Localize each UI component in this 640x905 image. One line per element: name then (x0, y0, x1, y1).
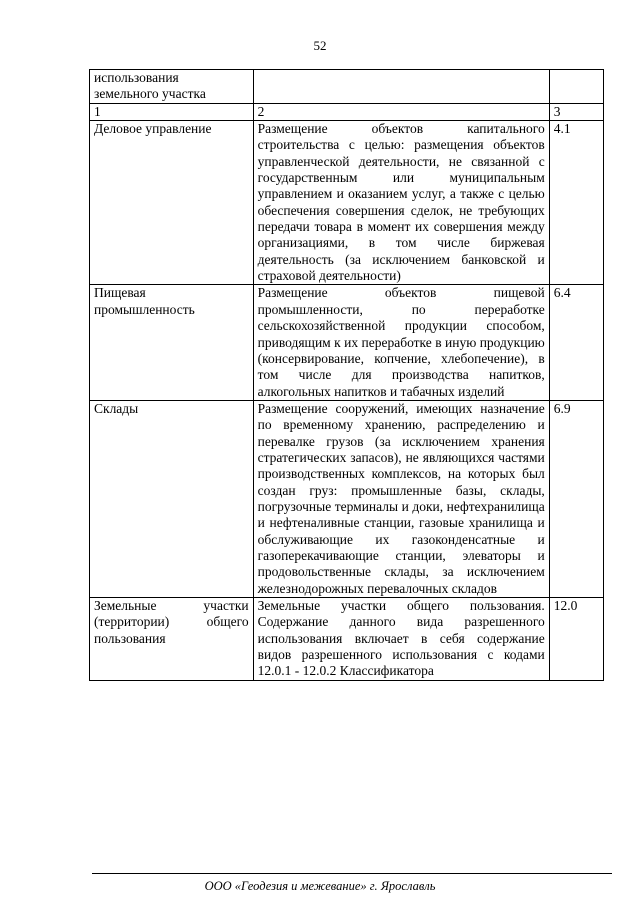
column-number-row (90, 103, 604, 120)
table-row (90, 598, 604, 681)
table-row (90, 285, 604, 400)
land-use-description: Размещение объектов капитального строительства с целью: размещения объектов управленческой деятельности, не связанной с государственным или муниципальным управлением и оказанием услуг, а также с целью обеспечения совершения сделок, не требующих передачи товара в момент их совершения между организациями, в том числе биржевая деятельность (за исключением банковской и страховой деятельности) (253, 121, 549, 285)
land-use-description: Размещение объектов пищевой промышленности, по переработке сельскохозяйственной продукции способом, приводящим к их переработке в иную продукцию (консервирование, копчение, хлебопечение), в том числе для производства напитков, алкогольных напитков и табачных изделий (253, 285, 549, 400)
continuation-line: земельного участка (94, 86, 206, 102)
continuation-code-cell (549, 70, 603, 104)
footer-company: ООО «Геодезия и межевание» г. Ярославль (204, 879, 436, 893)
table-row (90, 400, 604, 597)
land-use-name: Деловое управление (90, 121, 254, 285)
land-use-code: 4.1 (549, 121, 603, 285)
footer-divider (92, 873, 612, 874)
land-use-name: Пищевая промышленность (90, 285, 254, 400)
table-row (90, 121, 604, 285)
column-number-3: 3 (549, 103, 603, 120)
land-use-name: Земельные участки (территории) общего пользования (90, 598, 254, 681)
continuation-line: использования (94, 70, 179, 85)
land-use-description: Размещение сооружений, имеющих назначение по временному хранению, распределению и перевалке грузов (за исключением хранения стратегических запасов), не являющихся частями производственных комплексов, на которых был создан груз: промышленные базы, склады, погрузочные терминалы и доки, нефтехранилища и нефтеналивные станции, газовые хранилища и обслуживающие их газоконденсатные и газоперекачивающие станции, элеваторы и продовольственные склады, за исключением железнодорожных перевалочных складов (253, 400, 549, 597)
column-number-2: 2 (253, 103, 549, 120)
page-number: 52 (313, 38, 327, 53)
continuation-description-cell (253, 70, 549, 104)
land-use-table (89, 69, 604, 681)
land-use-name: Склады (90, 400, 254, 597)
column-number-1: 1 (90, 103, 254, 120)
land-use-code: 6.4 (549, 285, 603, 400)
land-use-code: 6.9 (549, 400, 603, 597)
land-use-description: Земельные участки общего пользования. Содержание данного вида разрешенного использования включает в себя содержание видов разрешенного использования с кодами 12.0.1 - 12.0.2 Классификатора (253, 598, 549, 681)
continuation-name-cell (90, 70, 254, 104)
land-use-code: 12.0 (549, 598, 603, 681)
continuation-row (90, 70, 604, 104)
